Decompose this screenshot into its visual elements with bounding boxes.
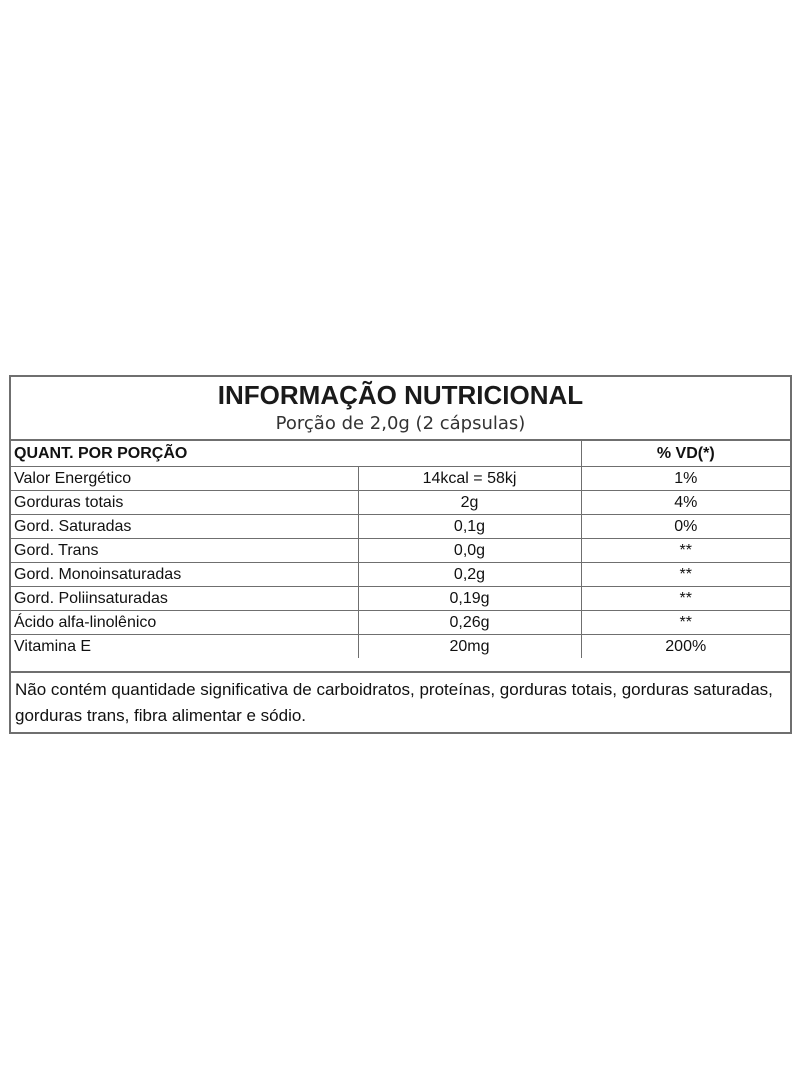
nutrient-amount: 20mg (358, 635, 581, 659)
nutrition-table (11, 441, 790, 658)
nutrient-daily-value: ** (581, 587, 790, 611)
nutrient-daily-value: 0% (581, 515, 790, 539)
nutrition-facts-label (9, 375, 792, 734)
table-row (11, 635, 790, 659)
nutrient-name: Gord. Poliinsaturadas (11, 587, 358, 611)
nutrient-name: Valor Energético (11, 467, 358, 491)
nutrient-name: Gord. Monoinsaturadas (11, 563, 358, 587)
table-row (11, 539, 790, 563)
nutrient-amount: 2g (358, 491, 581, 515)
daily-value-header: % VD(*) (581, 441, 790, 467)
nutrient-name: Gord. Saturadas (11, 515, 358, 539)
table-row (11, 611, 790, 635)
table-row (11, 587, 790, 611)
nutrient-daily-value: ** (581, 563, 790, 587)
nutrient-name: Gord. Trans (11, 539, 358, 563)
nutrient-name: Ácido alfa-linolênico (11, 611, 358, 635)
quantity-header: QUANT. POR PORÇÃO (11, 441, 581, 467)
table-row (11, 515, 790, 539)
label-header (11, 377, 790, 441)
nutrient-amount: 0,2g (358, 563, 581, 587)
nutrient-daily-value: 200% (581, 635, 790, 659)
nutrient-amount: 0,0g (358, 539, 581, 563)
portion-size: Porção de 2,0g (2 cápsulas) (275, 413, 526, 434)
nutrient-amount: 14kcal = 58kj (358, 467, 581, 491)
nutrient-name: Vitamina E (11, 635, 358, 659)
nutrient-daily-value: ** (581, 611, 790, 635)
table-header-row (11, 441, 790, 467)
nutrient-name: Gorduras totais (11, 491, 358, 515)
nutrient-daily-value: 4% (581, 491, 790, 515)
table-row (11, 563, 790, 587)
nutrient-amount: 0,19g (358, 587, 581, 611)
nutrient-daily-value: ** (581, 539, 790, 563)
nutrient-daily-value: 1% (581, 467, 790, 491)
table-row (11, 491, 790, 515)
nutrient-amount: 0,26g (358, 611, 581, 635)
label-title: INFORMAÇÃO NUTRICIONAL (217, 380, 584, 410)
table-row (11, 467, 790, 491)
nutrient-amount: 0,1g (358, 515, 581, 539)
label-footnote: Não contém quantidade significativa de carboidratos, proteínas, gorduras totais, gorduras saturadas, gorduras trans, fibra alimentar e sódio. (11, 671, 790, 732)
